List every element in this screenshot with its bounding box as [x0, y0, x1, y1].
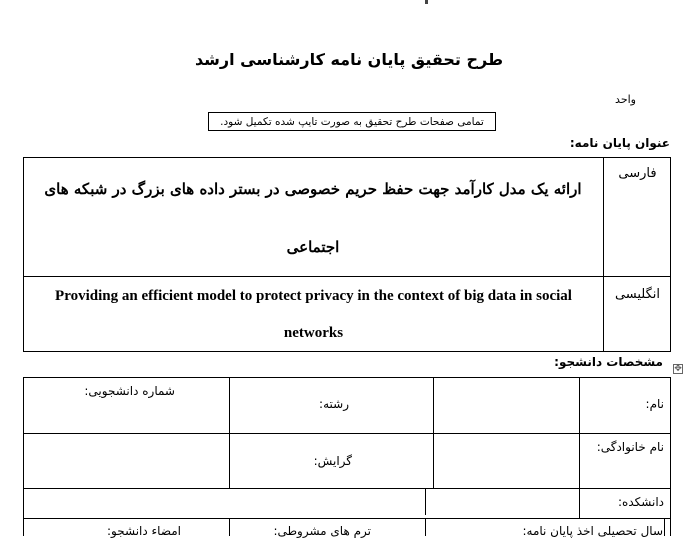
thesis-title-label: عنوان پایان نامه:	[569, 136, 670, 150]
student-number-label: شماره دانشجویی:	[84, 384, 175, 398]
probation-terms-label: ترم های مشروطی:	[273, 524, 371, 538]
faculty-label: دانشکده:	[618, 495, 664, 509]
table-divider	[579, 377, 580, 489]
table-divider	[229, 377, 230, 489]
notice-text: تمامی صفحات طرح تحقیق به صورت تایپ شده تکمیل شود.	[220, 116, 484, 128]
family-name-label: نام خانوادگی:	[596, 440, 664, 454]
english-title[interactable]: Providing an efficient model to protect privacy in the context of big data in social networks	[55, 288, 572, 341]
name-field-label: نام:	[645, 397, 664, 411]
farsi-label: فارسی	[618, 166, 657, 181]
table-divider	[23, 276, 671, 277]
table-move-handle-icon[interactable]: ✥	[674, 364, 682, 374]
table-divider	[23, 518, 24, 536]
student-signature-label: امضاء دانشجو:	[107, 524, 181, 538]
student-info-label: مشخصات دانشجو:	[554, 355, 663, 369]
table-divider	[425, 518, 426, 536]
table-divider	[23, 433, 671, 434]
table-divider	[229, 518, 230, 536]
page-title: طرح تحقیق پایان نامه کارشناسی ارشد	[194, 50, 504, 69]
top-marker	[425, 0, 428, 4]
table-divider	[425, 489, 426, 515]
table-divider	[664, 518, 665, 536]
table-divider	[23, 518, 671, 519]
table-divider	[433, 377, 434, 489]
english-label: انگلیسی	[614, 287, 661, 302]
table-divider	[603, 157, 604, 352]
farsi-title[interactable]: ارائه یک مدل کارآمد جهت حفظ حریم خصوصی در بستر داده های بزرگ در شبکه های اجتماعی	[44, 180, 582, 256]
orientation-label: گرایش:	[313, 454, 352, 468]
unit-label: واحد	[615, 93, 636, 106]
table-divider	[23, 488, 671, 489]
notice-box	[208, 112, 496, 131]
field-of-study-label: رشته:	[319, 397, 349, 411]
year-label: سال تحصیلی اخذ پایان نامه:	[522, 524, 663, 538]
table-divider	[579, 489, 580, 519]
